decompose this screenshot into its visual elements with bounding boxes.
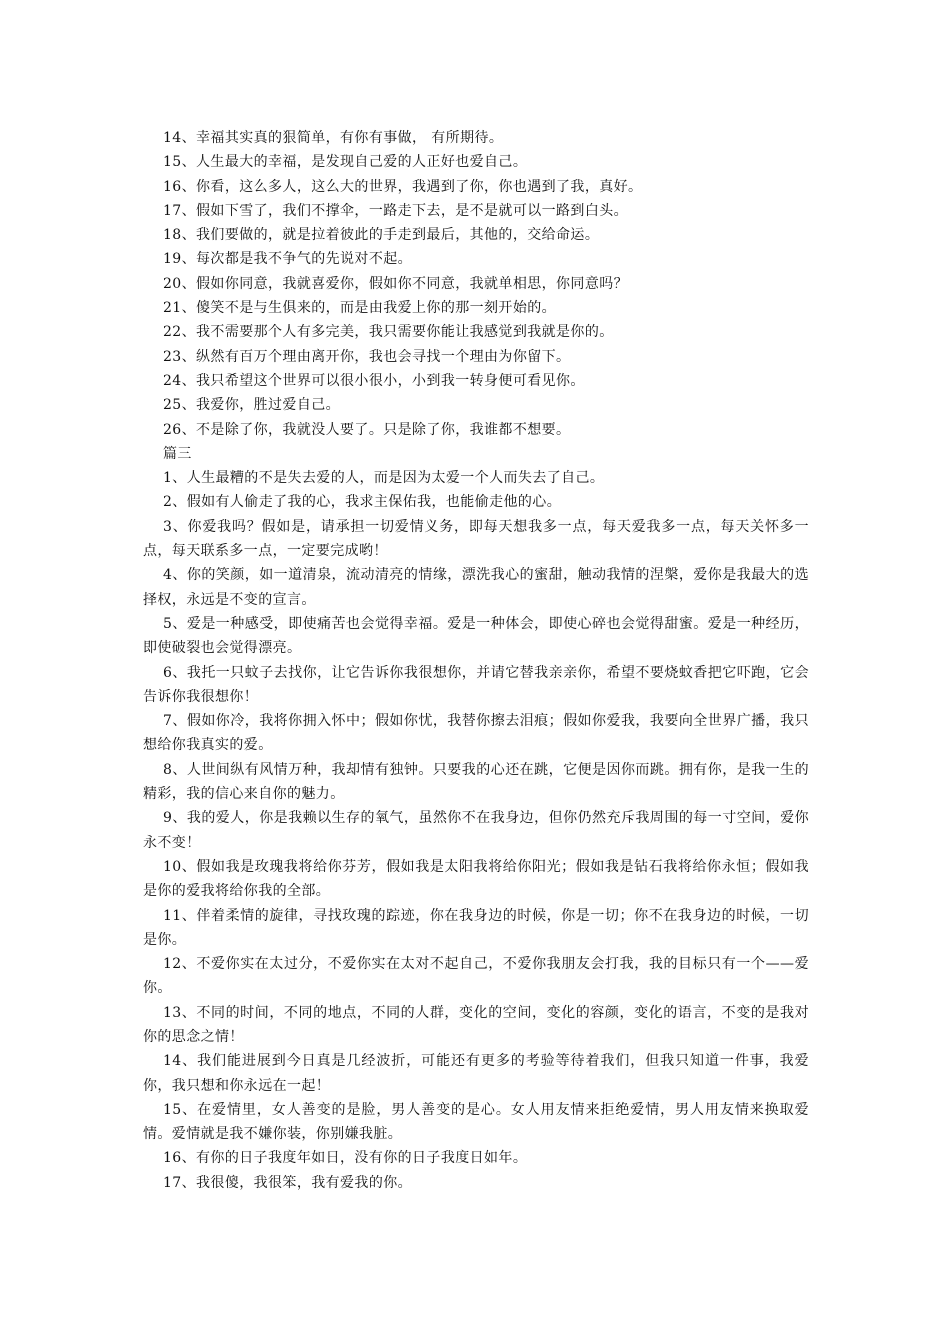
list-item: 14、我们能进展到今日真是几经波折，可能还有更多的考验等待着我们，但我只知道一件事，我爱你，我只想和你永远在一起！ <box>143 1053 809 1094</box>
list-item: 10、假如我是玫瑰我将给你芬芳，假如我是太阳我将给你阳光；假如我是钻石我将给你永恒；假如我是你的爱我将给你我的全部。 <box>143 858 809 900</box>
list-item: 20、假如你同意，我就喜爱你，假如你不同意，我就单相思，你同意吗？ <box>163 275 629 292</box>
list-item: 19、每次都是我不争气的先说对不起。 <box>163 251 413 268</box>
list-item: 8、人世间纵有风情万种，我却情有独钟。只要我的心还在跳，它便是因你而跳。拥有你，是我一生的精彩，我的信心来自你的魅力。 <box>143 761 809 803</box>
list-item: 24、我只希望这个世界可以很小很小，小到我一转身便可看见你。 <box>163 372 585 389</box>
list-item: 3、你爱我吗？假如是，请承担一切爱情义务，即每天想我多一点，每天爱我多一点，每天关怀多一点，每天联系多一点，一定要完成哟！ <box>143 518 809 560</box>
list-item: 14、幸福其实真的狠简单，有你有事做， 有所期待。 <box>163 130 504 146</box>
list-item: 11、伴着柔情的旋律，寻找玫瑰的踪迹，你在我身边的时候，你是一切；你不在我身边的时候，一切是你。 <box>143 907 809 948</box>
list-item: 15、人生最大的幸福，是发现自己爱的人正好也爱自己。 <box>163 154 528 171</box>
list-item: 6、我托一只蚊子去找你，让它告诉你我很想你，并请它替我亲亲你，希望不要烧蚊香把它吓跑，它会告诉你我很想你！ <box>143 664 809 705</box>
list-item: 21、傻笑不是与生俱来的，而是由我爱上你的那一刻开始的。 <box>163 300 557 317</box>
list-item: 16、有你的日子我度年如日，没有你的日子我度日如年。 <box>163 1150 528 1167</box>
document-page <box>143 126 809 1195</box>
list-item: 12、不爱你实在太过分，不爱你实在太对不起自己，不爱你我朋友会打我，我的目标只有一个——爱你。 <box>143 956 809 997</box>
list-item: 15、在爱情里，女人善变的是脸，男人善变的是心。女人用友情来拒绝爱情，男人用友情来换取爱情。爱情就是我不嫌你装，你别嫌我脏。 <box>143 1101 809 1143</box>
list-item: 4、你的笑颜，如一道清泉，流动清亮的情缘，漂洗我心的蜜甜，触动我情的涅槃，爱你是我最大的选择权，永远是不变的宣言。 <box>143 567 809 608</box>
list-item: 25、我爱你，胜过爱自己。 <box>163 397 341 414</box>
list-item: 1、人生最糟的不是失去爱的人，而是因为太爱一个人而失去了自己。 <box>163 470 605 487</box>
list-item: 2、假如有人偷走了我的心，我求主保佑我，也能偷走他的心。 <box>163 494 562 511</box>
list-item: 23、纵然有百万个理由离开你，我也会寻找一个理由为你留下。 <box>163 348 571 365</box>
section-title: 篇三 <box>163 445 192 462</box>
list-item: 26、不是除了你，我就没人要了。只是除了你，我谁都不想要。 <box>163 421 571 438</box>
list-item: 9、我的爱人，你是我赖以生存的氧气，虽然你不在我身边，但你仍然充斥我周围的每一寸空间，爱你永不变！ <box>143 810 809 851</box>
list-item: 16、你看，这么多人，这么大的世界，我遇到了你，你也遇到了我，真好。 <box>163 178 643 195</box>
list-item: 17、我很傻，我很笨，我有爱我的你。 <box>163 1174 413 1191</box>
list-item: 22、我不需要那个人有多完美，我只需要你能让我感觉到我就是你的。 <box>163 324 614 341</box>
list-item: 17、假如下雪了，我们不撑伞，一路走下去，是不是就可以一路到白头。 <box>163 202 629 219</box>
list-item: 13、不同的时间，不同的地点，不同的人群，变化的空间，变化的容颜，变化的语言，不变的是我对你的思念之情！ <box>143 1004 809 1045</box>
list-item: 5、爱是一种感受，即使痛苦也会觉得幸福。爱是一种体会，即使心碎也会觉得甜蜜。爱是一种经历，即使破裂也会觉得漂亮。 <box>143 615 809 657</box>
list-item: 7、假如你冷，我将你拥入怀中；假如你忧，我替你擦去泪痕；假如你爱我，我要向全世界广播，我只想给你我真实的爱。 <box>143 713 809 754</box>
list-item: 18、我们要做的，就是拉着彼此的手走到最后，其他的，交给命运。 <box>163 227 600 244</box>
